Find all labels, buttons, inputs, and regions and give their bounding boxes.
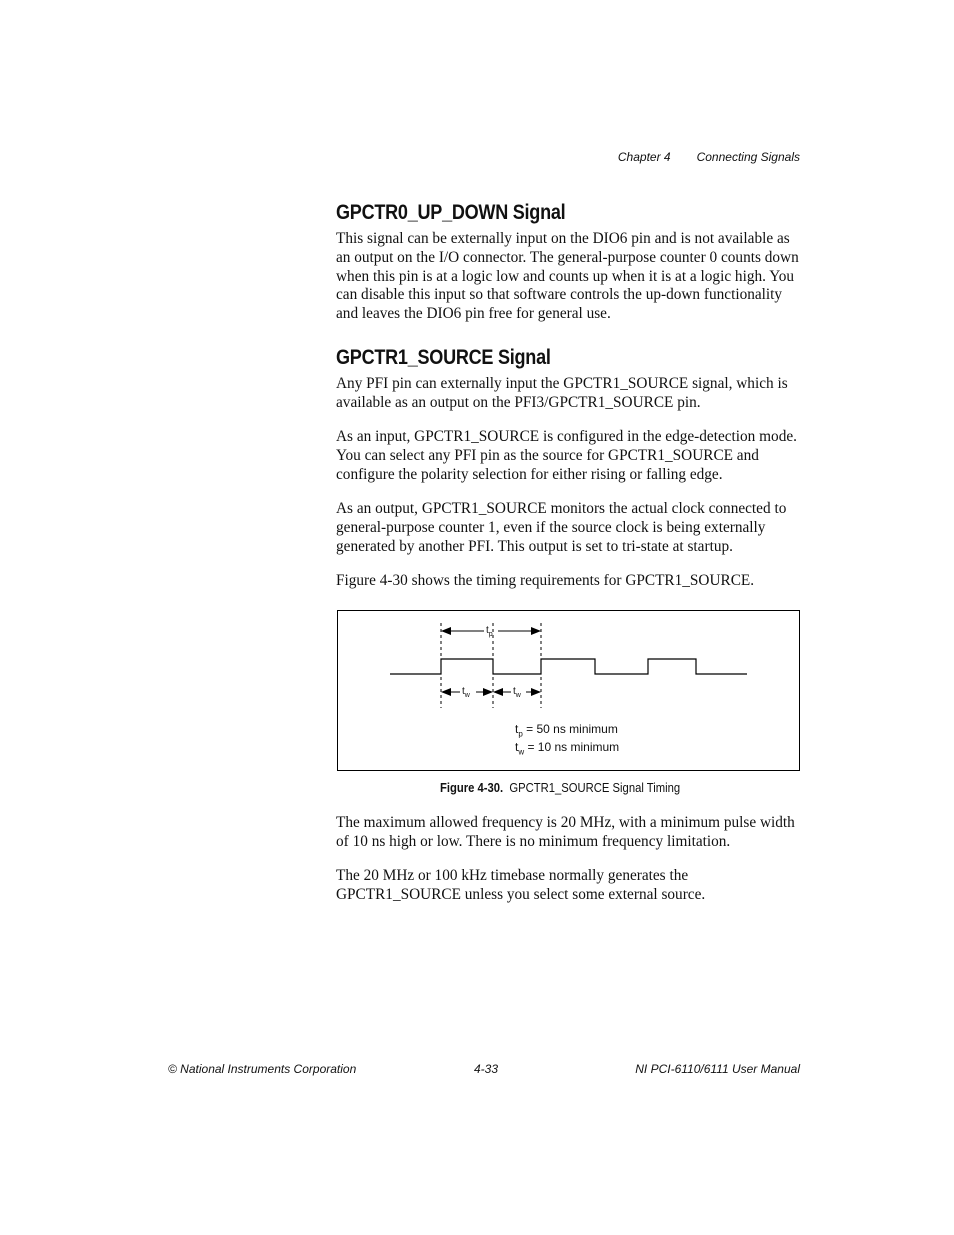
footer-copyright: © National Instruments Corporation	[168, 1062, 357, 1076]
running-header	[618, 150, 800, 164]
footer-page-number: 4-33	[474, 1062, 499, 1076]
footer-manual-title: NI PCI-6110/6111 User Manual	[635, 1062, 800, 1076]
figure-caption-title: GPCTR1_SOURCE Signal Timing	[509, 781, 681, 795]
paragraph-max-frequency: The maximum allowed frequency is 20 MHz, with a minimum pulse width of 10 ns high or low. There is no minimum frequency limitation.	[336, 814, 795, 850]
section-heading-gpctr0-up-down: GPCTR0_UP_DOWN Signal	[336, 201, 566, 224]
note-tp-minimum: $t_p = 50$ ns minimum	[515, 722, 618, 739]
paragraph-timebase: The 20 MHz or 100 kHz timebase normally generates the GPCTR1_SOURCE unless you select some external source.	[336, 867, 706, 903]
header-section: Connecting Signals	[696, 150, 800, 164]
tw-label-high: $t_w$	[462, 686, 470, 699]
paragraph-gpctr1-as-input: As an input, GPCTR1_SOURCE is configured in the edge-detection mode. You can select any PFI pin as the source for GPCTR1_SOURCE and configure the polarity selection for either rising or falling edge.	[336, 428, 797, 483]
paragraph-gpctr1-pfi-input: Any PFI pin can externally input the GPCTR1_SOURCE signal, which is available as an output on the PFI3/GPCTR1_SOURCE pin.	[336, 375, 788, 411]
section-heading-gpctr1-source: GPCTR1_SOURCE Signal	[336, 346, 551, 369]
note-tw-minimum: $t_w = 10$ ns minimum	[515, 740, 620, 757]
clock-waveform	[390, 659, 747, 674]
figure-caption	[440, 781, 680, 795]
paragraph-gpctr1-as-output: As an output, GPCTR1_SOURCE monitors the actual clock connected to general-purpose counter 1, even if the source clock is being externally generated by another PFI. This output is set to tri-state at startup.	[336, 500, 787, 555]
header-chapter: Chapter 4	[617, 150, 671, 164]
tp-label: $t_p$	[486, 625, 493, 638]
timing-diagram-figure	[337, 610, 800, 771]
paragraph-figure-reference: Figure 4-30 shows the timing requirements for GPCTR1_SOURCE.	[336, 572, 755, 589]
paragraph-gpctr0-description: This signal can be externally input on the DIO6 pin and is not available as an output on the I/O connector. The general-purpose counter 0 counts down when this pin is at a logic low and counts up when it is at a logic high. You can disable this input so that software controls the up-down functionality and leaves the DIO6 pin free for general use.	[336, 230, 799, 323]
tw-label-low: $t_w$	[513, 686, 521, 699]
figure-caption-number: Figure 4-30.	[440, 781, 504, 795]
